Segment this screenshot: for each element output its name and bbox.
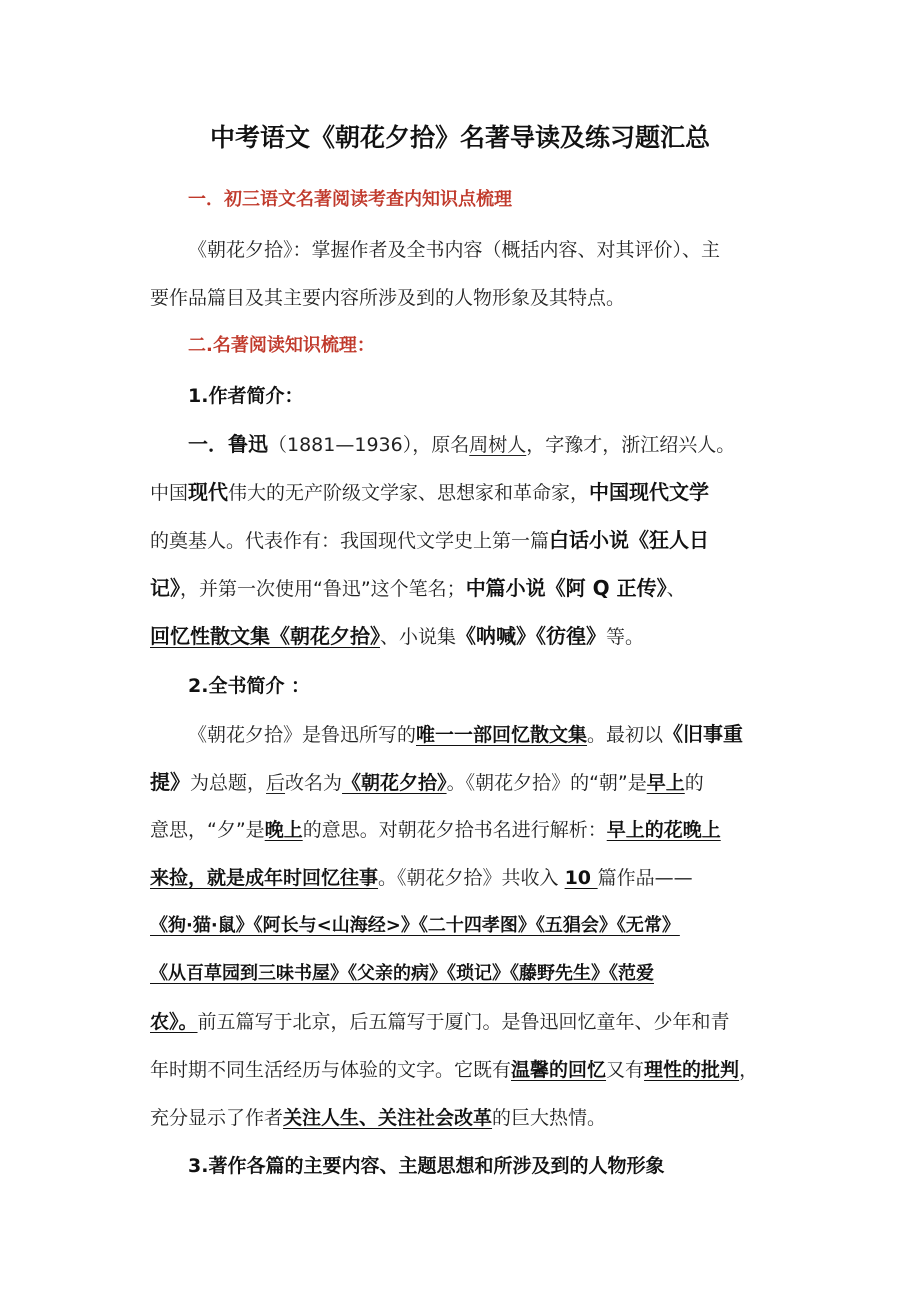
text-span: ， xyxy=(739,1059,759,1081)
text-span: 充分显示了作者 xyxy=(150,1107,284,1129)
emphasis-underlined: 回忆性散文集《朝花夕拾》 xyxy=(150,624,380,648)
paragraph-1-line-2: 要作品篇目及其主要内容所涉及到的人物形象及其特点。 xyxy=(150,287,626,309)
emphasis: 记》 xyxy=(150,576,180,600)
emphasis: 白话小说《狂人日 xyxy=(549,528,710,552)
emphasis-underlined: 来捡，就是成年时回忆往事 xyxy=(150,867,379,889)
text-span: 的巨大热情。 xyxy=(492,1107,607,1129)
author-line-1 xyxy=(188,430,778,459)
book-line-2 xyxy=(150,768,775,797)
emphasis-underlined: 晚上 xyxy=(264,819,303,841)
book-line-3 xyxy=(150,816,775,844)
text-span: 、小说集 xyxy=(380,626,457,648)
paragraph-1-line-1: 《朝花夕拾》：掌握作者及全书内容（概括内容、对其评价）、主 xyxy=(188,239,721,261)
author-line-3 xyxy=(150,526,775,555)
emphasis-underlined: 唯一一部回忆散文集 xyxy=(416,724,588,746)
emphasis-underlined: 早上的花晚上 xyxy=(606,819,721,841)
book-line-7 xyxy=(150,1008,775,1036)
text-span: ，并第一次使用“鲁迅”这个笔名； xyxy=(180,578,466,600)
emphasis-underlined: 10 xyxy=(564,867,598,889)
real-name: 周树人 xyxy=(469,434,527,456)
emphasis-underlined: 《朝花夕拾》 xyxy=(342,772,447,794)
text-span: 的 xyxy=(684,772,704,794)
section-1-heading: 一．初三语文名著阅读考查内知识点梳理 xyxy=(188,189,512,210)
emphasis: 现代 xyxy=(188,480,229,504)
text-span: ，字豫才，浙江绍兴人。 xyxy=(526,434,736,456)
text-span: 。最初以 xyxy=(587,724,664,746)
emphasis: 提》 xyxy=(150,770,190,794)
text-span: 的意思。对朝花夕拾书名进行解析： xyxy=(302,819,607,841)
emphasis-underlined: 理性的批判 xyxy=(644,1059,740,1081)
text-span: 篇作品—— xyxy=(597,867,693,889)
book-titles-line-1: 《狗·猫·鼠》《阿长与<山海经>》《二十四孝图》《五猖会》《无常》 xyxy=(150,915,680,936)
text-span: 等。 xyxy=(606,626,645,648)
text-span: 前五篇写于北京，后五篇写于厦门。是鲁迅回忆童年、少年和青 xyxy=(197,1011,730,1033)
book-line-4 xyxy=(150,864,775,892)
emphasis-underlined: 温馨的回忆 xyxy=(511,1059,607,1081)
emphasis-underlined: 早上 xyxy=(646,772,685,794)
text-span: 。《朝花夕拾》共收入 xyxy=(378,867,565,889)
text-span: （1881—1936），原名 xyxy=(268,434,470,456)
emphasis: 《呐喊》《彷徨》 xyxy=(456,624,607,648)
underlined: 后 xyxy=(266,772,286,794)
text-span: 年时期不同生活经历与体验的文字。它既有 xyxy=(150,1059,512,1081)
emphasis: 中国现代文学 xyxy=(589,480,710,504)
text-span: 《朝花夕拾》是鲁迅所写的 xyxy=(188,724,417,746)
book-line-9 xyxy=(150,1104,775,1132)
text-span: 、 xyxy=(666,578,686,600)
book-line-8 xyxy=(150,1056,775,1084)
emphasis: 中篇小说《阿 Q 正传》 xyxy=(465,576,667,600)
subheading-author: 1.作者简介： xyxy=(188,385,304,407)
subheading-content: 3.著作各篇的主要内容、主题思想和所涉及到的人物形象 xyxy=(188,1155,665,1177)
text-span: 伟大的无产阶级文学家、思想家和革命家， xyxy=(228,482,590,504)
text-span: 中国 xyxy=(150,482,189,504)
author-line-2 xyxy=(150,478,775,507)
emphasis-underlined: 关注人生、关注社会改革 xyxy=(283,1107,493,1129)
text-span: 意思，“夕”是 xyxy=(150,819,265,841)
emphasis: 《旧事重 xyxy=(663,722,744,746)
text-span: 又有 xyxy=(606,1059,645,1081)
book-line-1 xyxy=(188,720,778,749)
author-line-4 xyxy=(150,574,775,603)
subheading-book: 2.全书简介 ： xyxy=(188,675,311,697)
page-title: 中考语文《朝花夕拾》名著导读及练习题汇总 xyxy=(209,123,710,152)
text-span: 改名为 xyxy=(285,772,343,794)
author-name: 一．鲁迅 xyxy=(188,432,268,456)
text-span: 的奠基人。代表作有：我国现代文学史上第一篇 xyxy=(150,530,550,552)
book-titles-line-2: 《从百草园到三味书屋》《父亲的病》《琐记》《藤野先生》《范爱 xyxy=(150,963,654,984)
text-span: 。《朝花夕拾》的“朝”是 xyxy=(446,772,647,794)
section-2-heading: 二.名著阅读知识梳理： xyxy=(188,335,375,356)
author-line-5 xyxy=(150,622,775,651)
text-span: 为总题， xyxy=(190,772,267,794)
emphasis-underlined: 农》。 xyxy=(150,1011,198,1033)
